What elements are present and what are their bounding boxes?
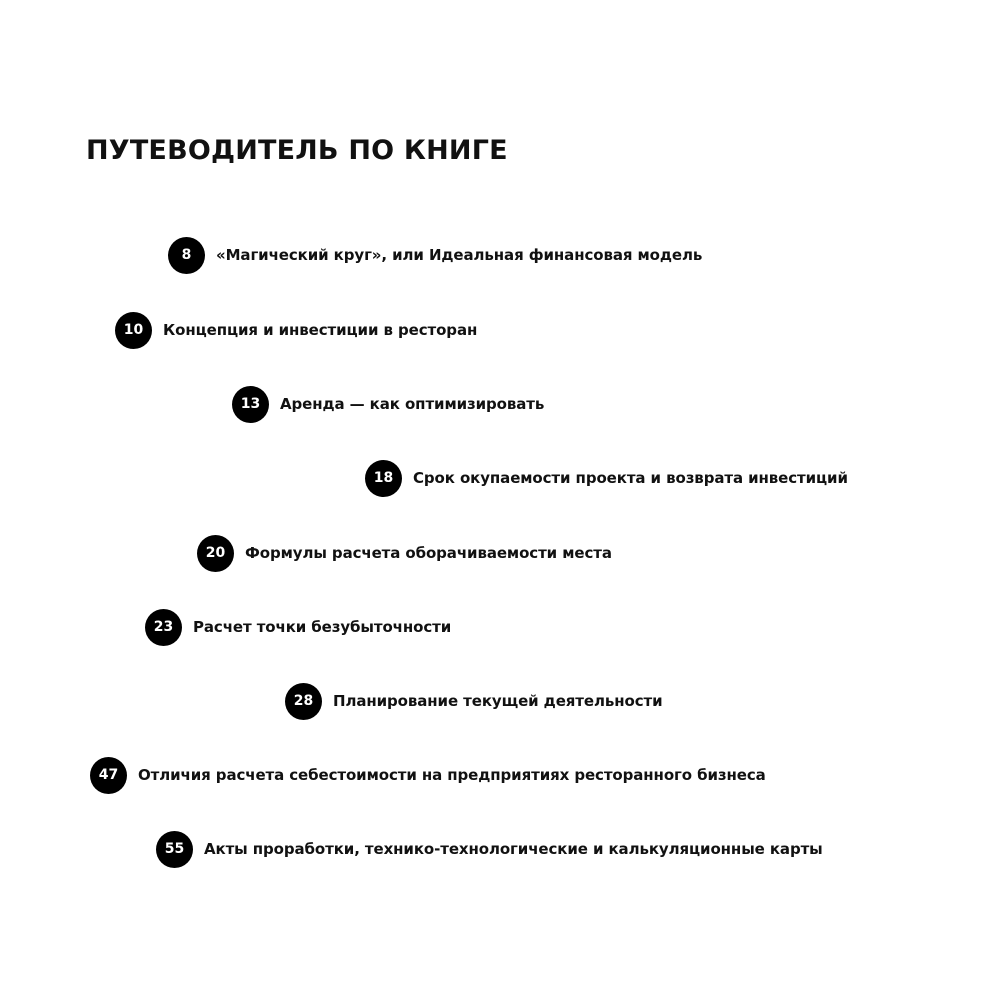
toc-entry-title: Расчет точки безубыточности — [193, 618, 452, 636]
toc-entry-title: Аренда — как оптимизировать — [280, 395, 545, 413]
page-number-badge: 10 — [115, 312, 152, 349]
page-number-badge: 55 — [156, 831, 193, 868]
toc-entry-seat-turnover[interactable] — [197, 534, 612, 572]
toc-entry-operations-planning[interactable] — [285, 682, 663, 720]
page-number-badge: 20 — [197, 535, 234, 572]
page-number-badge: 13 — [232, 386, 269, 423]
page-title: ПУТЕВОДИТЕЛЬ ПО КНИГЕ — [86, 135, 508, 166]
page-number-badge: 28 — [285, 683, 322, 720]
page-number-badge: 47 — [90, 757, 127, 794]
toc-entry-title: Формулы расчета оборачиваемости места — [245, 544, 612, 562]
toc-entry-break-even[interactable] — [145, 608, 451, 646]
page-number-badge: 8 — [168, 237, 205, 274]
toc-entry-technical-cards[interactable] — [156, 830, 823, 868]
toc-entry-magic-circle[interactable] — [168, 236, 702, 274]
toc-entry-title: Планирование текущей деятельности — [333, 692, 663, 710]
toc-entry-concept-investment[interactable] — [115, 311, 477, 349]
toc-entry-rent[interactable] — [232, 385, 544, 423]
toc-entry-title: Акты проработки, технико-технологические и калькуляционные карты — [204, 840, 823, 858]
toc-entry-cost-calculation[interactable] — [90, 756, 766, 794]
page-number-badge: 23 — [145, 609, 182, 646]
page-number-badge: 18 — [365, 460, 402, 497]
toc-entry-title: Отличия расчета себестоимости на предприятиях ресторанного бизнеса — [138, 766, 766, 784]
toc-entry-title: «Магический круг», или Идеальная финансовая модель — [216, 246, 703, 264]
toc-entry-title: Срок окупаемости проекта и возврата инвестиций — [413, 469, 848, 487]
toc-entry-payback-period[interactable] — [365, 459, 848, 497]
toc-entry-title: Концепция и инвестиции в ресторан — [163, 321, 478, 339]
